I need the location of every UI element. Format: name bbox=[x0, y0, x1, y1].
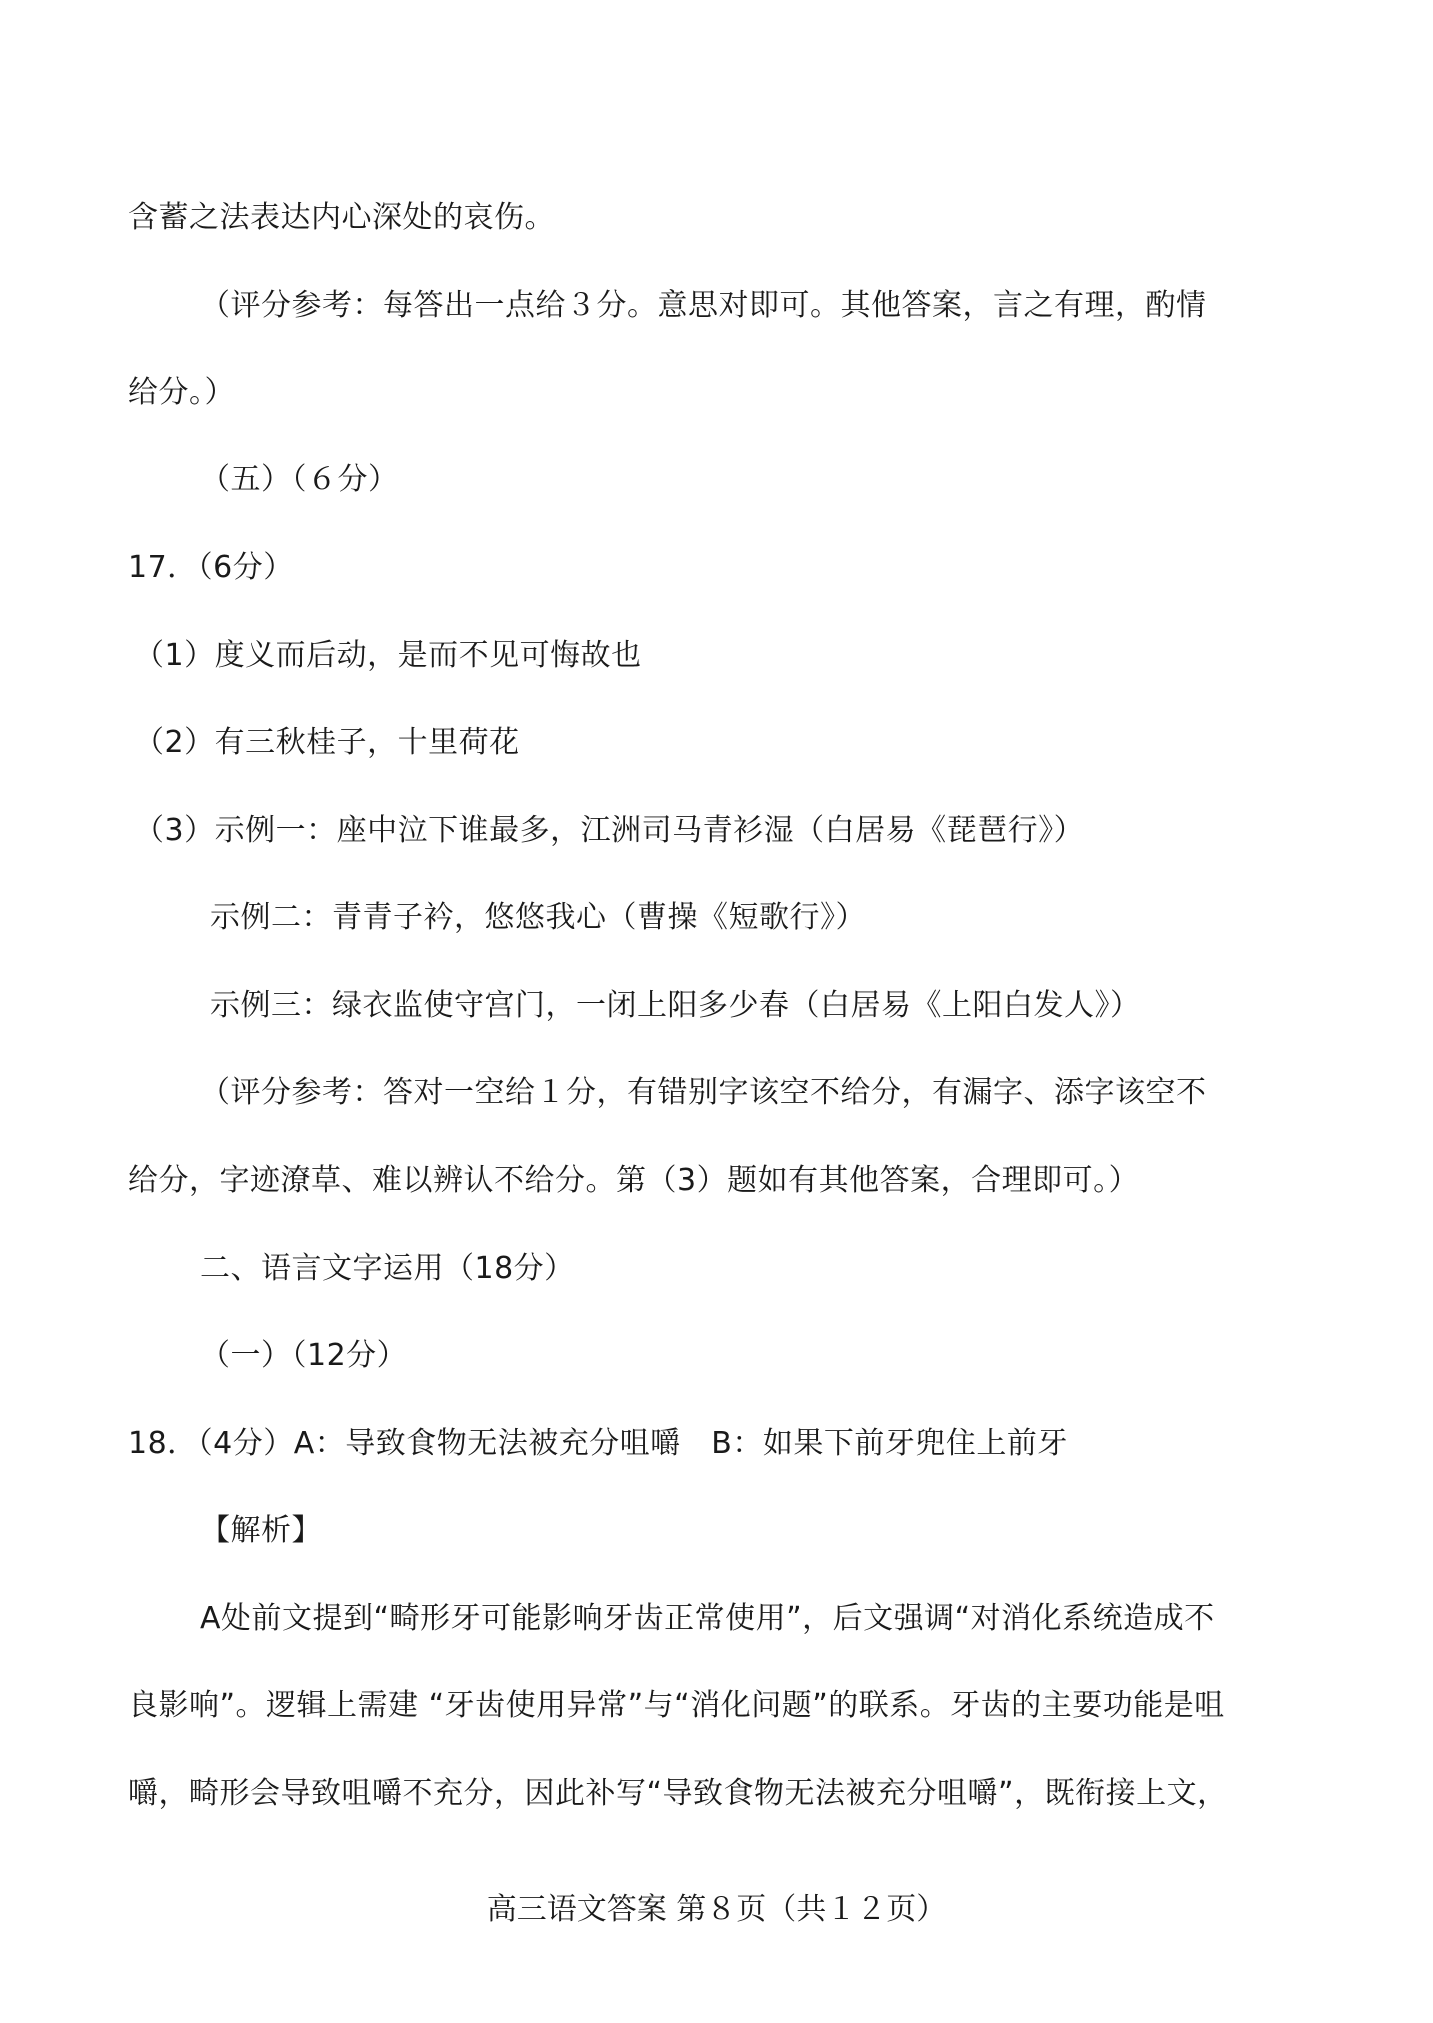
answer-example: 示例二：青青子衿，悠悠我心（曹操《短歌行》） bbox=[210, 900, 866, 935]
analysis-heading: 【解析】 bbox=[200, 1513, 322, 1548]
scoring-note-cont: 给分。） bbox=[128, 375, 235, 410]
text-line: 含蓄之法表达内心深处的哀伤。 bbox=[128, 200, 555, 235]
answer-item: （1）度义而后动，是而不见可悔故也 bbox=[134, 638, 642, 673]
question-number: 17．（6分） bbox=[128, 550, 294, 585]
scoring-note-cont: 给分，字迹潦草、难以辨认不给分。第（3）题如有其他答案，合理即可。） bbox=[128, 1163, 1140, 1198]
section-heading: （五）（６分） bbox=[200, 462, 399, 497]
section-heading: 二、语言文字运用（18分） bbox=[200, 1251, 575, 1286]
analysis-text: 良影响”。逻辑上需建 “牙齿使用异常”与“消化问题”的联系。牙齿的主要功能是咀 bbox=[128, 1688, 1225, 1723]
scoring-note: （评分参考：每答出一点给３分。意思对即可。其他答案，言之有理，酌情 bbox=[200, 288, 1207, 323]
section-heading: （一）（12分） bbox=[200, 1338, 408, 1373]
answer-item: （2）有三秋桂子，十里荷花 bbox=[134, 725, 520, 760]
scoring-note: （评分参考：答对一空给１分，有错别字该空不给分，有漏字、添字该空不 bbox=[200, 1075, 1207, 1110]
analysis-text: A处前文提到“畸形牙可能影响牙齿正常使用”，后文强调“对消化系统造成不 bbox=[200, 1601, 1215, 1636]
answer-item: （3）示例一：座中泣下谁最多，江洲司马青衫湿（白居易《琵琶行》） bbox=[134, 813, 1085, 848]
analysis-text: 嚼，畸形会导致咀嚼不充分，因此补写“导致食物无法被充分咀嚼”，既衔接上文， bbox=[128, 1776, 1228, 1811]
page-footer: 高三语文答案 第８页（共１２页） bbox=[486, 1892, 947, 1927]
answer-example: 示例三：绿衣监使守宫门，一闭上阳多少春（白居易《上阳白发人》） bbox=[210, 988, 1141, 1023]
question-answer: 18．（4分）A：导致食物无法被充分咀嚼 B：如果下前牙兜住上前牙 bbox=[128, 1426, 1068, 1461]
